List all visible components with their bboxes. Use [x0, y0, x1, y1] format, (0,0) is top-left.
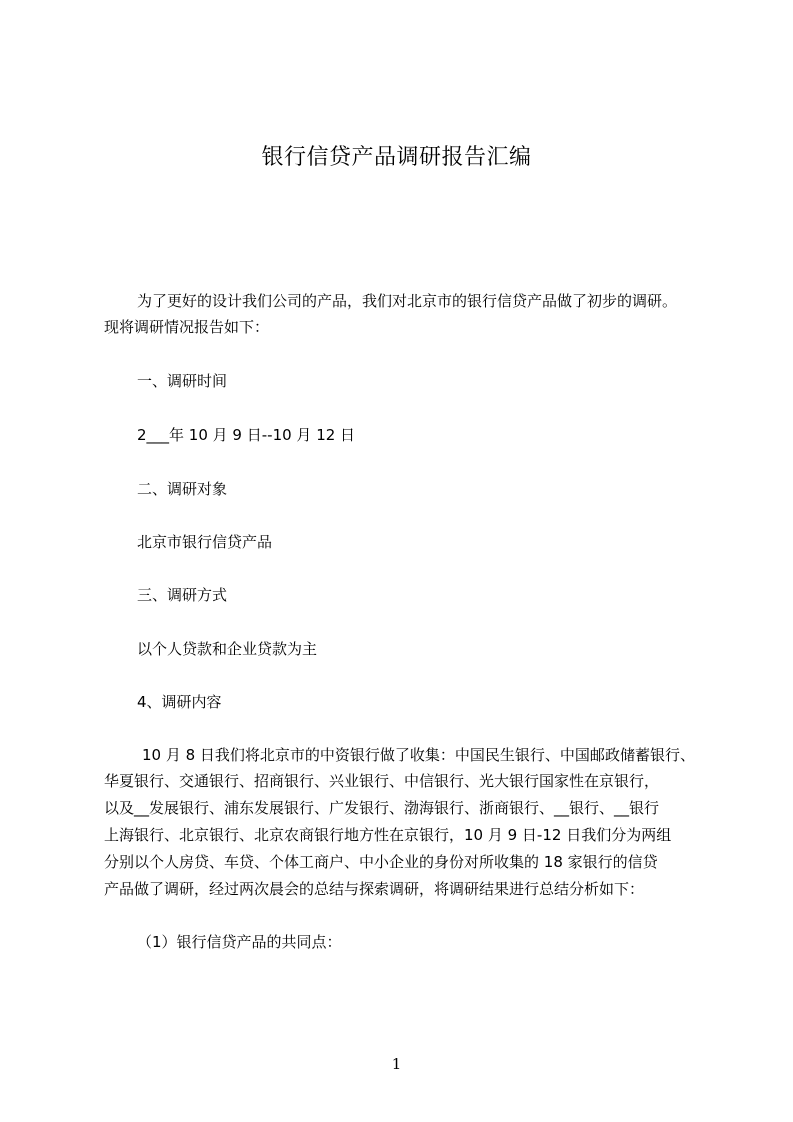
section-1-heading: 一、调研时间 [137, 372, 228, 390]
section-4-heading: 4、调研内容 [137, 693, 222, 711]
section-1-body: 2___年 10 月 9 日--10 月 12 日 [137, 426, 356, 444]
section-3-body: 以个人贷款和企业贷款为主 [137, 640, 318, 658]
subsection-heading: （1）银行信贷产品的共同点： [137, 933, 342, 951]
page-number: 1 [391, 1055, 402, 1073]
content-line: 10 月 8 日我们将北京市的中资银行做了收集：中国民生银行、中国邮政储蓄银行、 [142, 746, 695, 764]
section-2-body: 北京市银行信贷产品 [137, 533, 273, 551]
section-3-heading: 三、调研方式 [137, 586, 228, 604]
content-line: 分别以个人房贷、车贷、个体工商户、中小企业的身份对所收集的 18 家银行的信贷 [104, 853, 658, 871]
content-line: 上海银行、北京银行、北京农商银行地方性在京银行，10 月 9 日-12 日我们分为两组 [104, 826, 672, 844]
content-line: 华夏银行、交通银行、招商银行、兴业银行、中信银行、光大银行国家性在京银行， [104, 772, 660, 790]
intro-line-2: 现将调研情况报告如下： [104, 318, 270, 336]
content-line: 以及__发展银行、浦东发展银行、广发银行、渤海银行、浙商银行、__银行、__银行 [104, 799, 660, 817]
section-2-heading: 二、调研对象 [137, 480, 228, 498]
content-line: 产品做了调研，经过两次晨会的总结与探索调研，将调研结果进行总结分析如下： [104, 880, 645, 898]
intro-line-1: 为了更好的设计我们公司的产品，我们对北京市的银行信贷产品做了初步的调研。 [137, 292, 678, 310]
document-title: 银行信贷产品调研报告汇编 [261, 145, 532, 170]
